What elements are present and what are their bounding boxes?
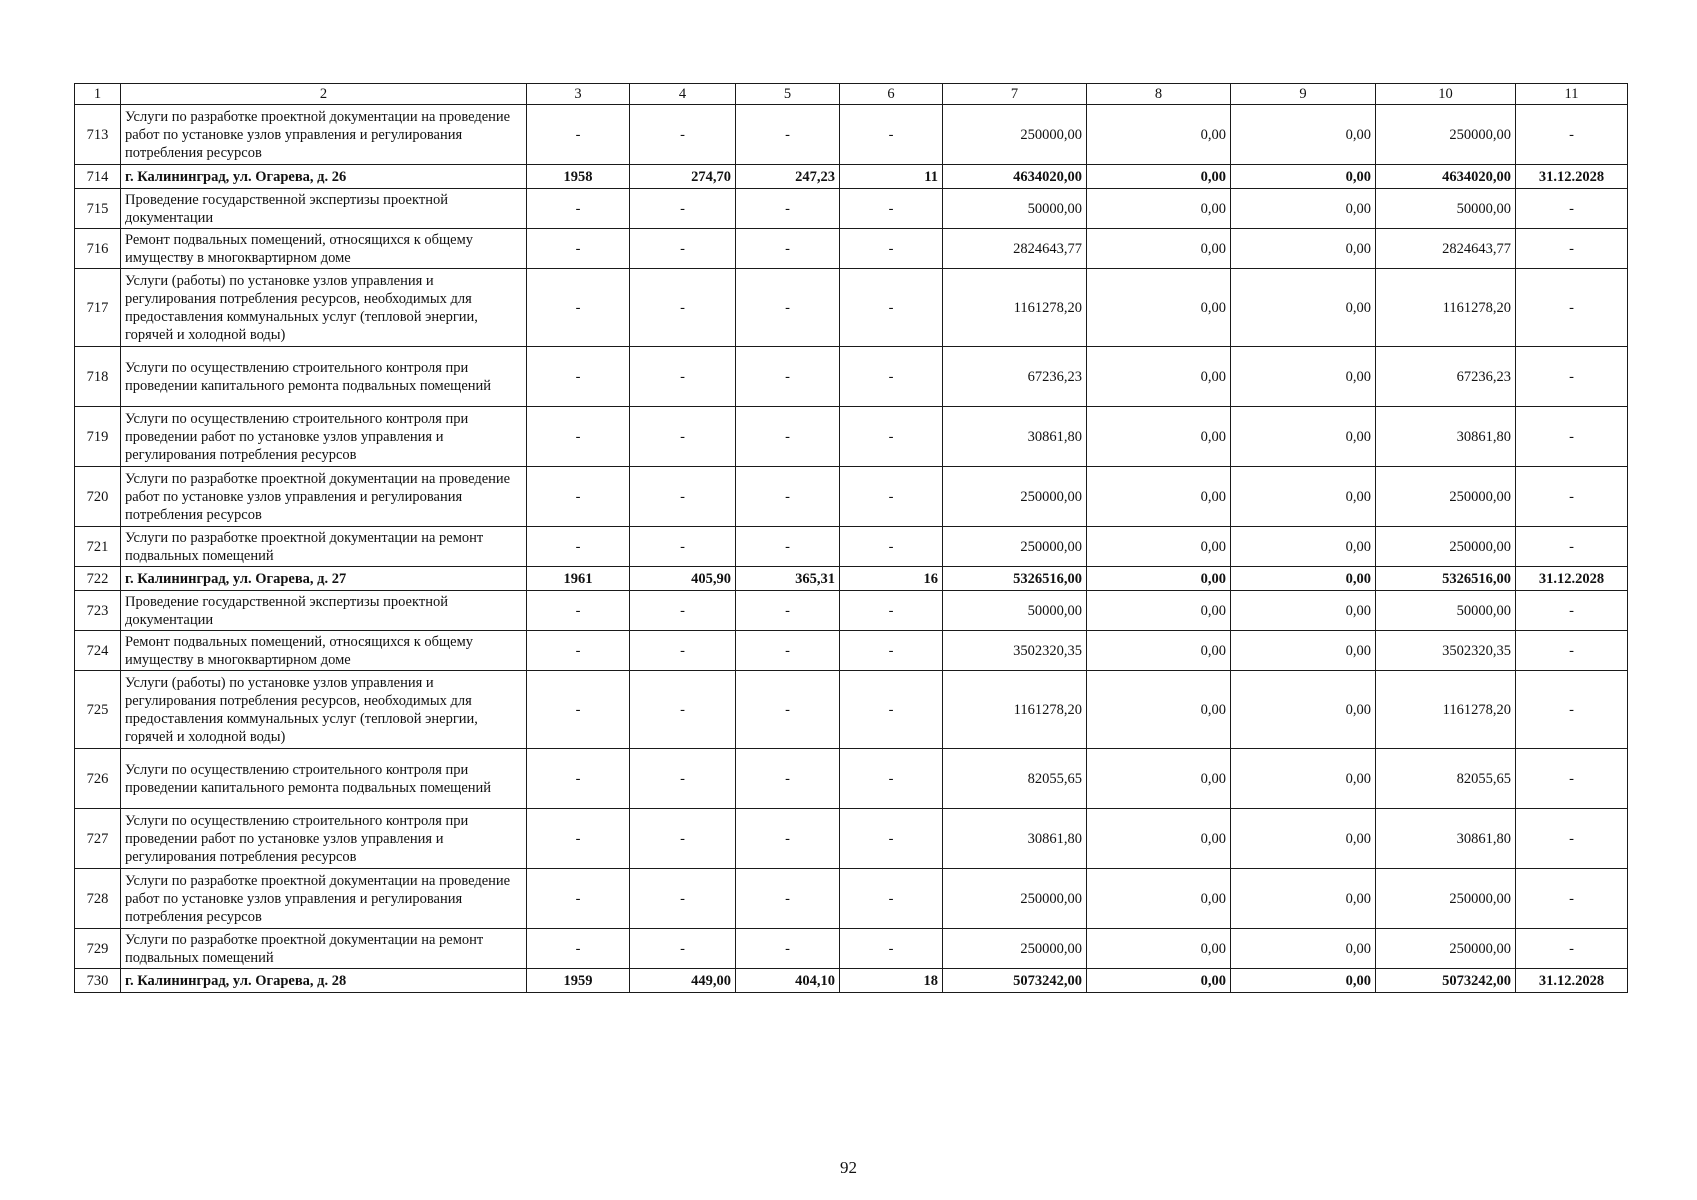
table-row xyxy=(75,929,1628,969)
table-row xyxy=(75,869,1628,929)
cell-col-8: 0,00 xyxy=(1087,189,1231,229)
cell-col-9: 0,00 xyxy=(1231,591,1376,631)
work-description: Услуги (работы) по установке узлов управления и регулирования потребления ресурсов, необходимых для предоставления коммунальных услуг (тепловой энергии, горячей и холодной воды) xyxy=(121,269,527,347)
work-description: Ремонт подвальных помещений, относящихся к общему имуществу в многоквартирном доме xyxy=(121,229,527,269)
cell-col-9: 0,00 xyxy=(1231,749,1376,809)
table-row xyxy=(75,229,1628,269)
cell-col-5: - xyxy=(736,929,840,969)
cell-col-8: 0,00 xyxy=(1087,407,1231,467)
row-number: 719 xyxy=(75,407,121,467)
cell-col-4: - xyxy=(630,407,736,467)
row-number: 716 xyxy=(75,229,121,269)
header-col-10: 10 xyxy=(1376,84,1516,105)
cell-col-8: 0,00 xyxy=(1087,929,1231,969)
cell-col-3: - xyxy=(527,467,630,527)
address-summary-row xyxy=(75,567,1628,591)
cell-col-7: 5073242,00 xyxy=(943,969,1087,993)
cell-col-4: - xyxy=(630,631,736,671)
cell-col-9: 0,00 xyxy=(1231,567,1376,591)
cell-col-3: - xyxy=(527,869,630,929)
cell-col-10: 5073242,00 xyxy=(1376,969,1516,993)
cell-col-11: - xyxy=(1516,809,1628,869)
cell-col-7: 250000,00 xyxy=(943,467,1087,527)
capital-repair-table xyxy=(74,83,1628,993)
cell-col-5: 404,10 xyxy=(736,969,840,993)
cell-col-8: 0,00 xyxy=(1087,969,1231,993)
header-col-6: 6 xyxy=(840,84,943,105)
cell-col-5: - xyxy=(736,105,840,165)
cell-col-6: - xyxy=(840,809,943,869)
cell-col-8: 0,00 xyxy=(1087,105,1231,165)
table-row xyxy=(75,631,1628,671)
cell-col-5: - xyxy=(736,189,840,229)
cell-col-10: 4634020,00 xyxy=(1376,165,1516,189)
row-number: 729 xyxy=(75,929,121,969)
cell-col-5: - xyxy=(736,269,840,347)
cell-col-10: 1161278,20 xyxy=(1376,671,1516,749)
row-number: 717 xyxy=(75,269,121,347)
cell-col-3: - xyxy=(527,105,630,165)
row-number: 725 xyxy=(75,671,121,749)
cell-col-5: - xyxy=(736,347,840,407)
cell-col-7: 50000,00 xyxy=(943,189,1087,229)
row-number: 726 xyxy=(75,749,121,809)
cell-col-6: - xyxy=(840,869,943,929)
cell-col-7: 250000,00 xyxy=(943,869,1087,929)
cell-col-10: 82055,65 xyxy=(1376,749,1516,809)
cell-col-6: - xyxy=(840,407,943,467)
cell-col-10: 2824643,77 xyxy=(1376,229,1516,269)
work-description: Услуги по осуществлению строительного контроля при проведении капитального ремонта подвальных помещений xyxy=(121,347,527,407)
row-number: 713 xyxy=(75,105,121,165)
cell-col-3: - xyxy=(527,229,630,269)
address-summary-row xyxy=(75,969,1628,993)
cell-col-6: - xyxy=(840,347,943,407)
cell-col-11: - xyxy=(1516,347,1628,407)
cell-col-8: 0,00 xyxy=(1087,347,1231,407)
cell-col-7: 82055,65 xyxy=(943,749,1087,809)
cell-col-5: - xyxy=(736,229,840,269)
cell-col-9: 0,00 xyxy=(1231,467,1376,527)
work-description: Услуги (работы) по установке узлов управления и регулирования потребления ресурсов, необходимых для предоставления коммунальных услуг (тепловой энергии, горячей и холодной воды) xyxy=(121,671,527,749)
cell-col-4: - xyxy=(630,591,736,631)
cell-col-6: - xyxy=(840,189,943,229)
cell-col-5: - xyxy=(736,749,840,809)
cell-col-9: 0,00 xyxy=(1231,969,1376,993)
table-body xyxy=(75,105,1628,993)
cell-col-9: 0,00 xyxy=(1231,527,1376,567)
cell-col-4: - xyxy=(630,809,736,869)
row-number: 728 xyxy=(75,869,121,929)
work-description: Услуги по разработке проектной документации на проведение работ по установке узлов управления и регулирования потребления ресурсов xyxy=(121,467,527,527)
cell-col-6: - xyxy=(840,591,943,631)
cell-col-4: - xyxy=(630,269,736,347)
cell-col-7: 30861,80 xyxy=(943,809,1087,869)
address-summary-row xyxy=(75,165,1628,189)
cell-col-6: - xyxy=(840,631,943,671)
cell-col-8: 0,00 xyxy=(1087,631,1231,671)
cell-col-10: 30861,80 xyxy=(1376,809,1516,869)
cell-col-11: - xyxy=(1516,929,1628,969)
work-description: Услуги по осуществлению строительного контроля при проведении капитального ремонта подвальных помещений xyxy=(121,749,527,809)
cell-col-6: 16 xyxy=(840,567,943,591)
cell-col-7: 3502320,35 xyxy=(943,631,1087,671)
work-description: Услуги по разработке проектной документации на проведение работ по установке узлов управления и регулирования потребления ресурсов xyxy=(121,105,527,165)
cell-col-11: - xyxy=(1516,869,1628,929)
cell-col-3: - xyxy=(527,527,630,567)
cell-col-3: - xyxy=(527,631,630,671)
cell-col-5: 247,23 xyxy=(736,165,840,189)
cell-col-10: 250000,00 xyxy=(1376,527,1516,567)
cell-col-8: 0,00 xyxy=(1087,567,1231,591)
cell-col-10: 250000,00 xyxy=(1376,105,1516,165)
cell-col-6: - xyxy=(840,749,943,809)
row-number: 727 xyxy=(75,809,121,869)
cell-col-4: - xyxy=(630,105,736,165)
table-row xyxy=(75,591,1628,631)
cell-col-5: - xyxy=(736,591,840,631)
table-row xyxy=(75,749,1628,809)
row-number: 724 xyxy=(75,631,121,671)
cell-col-3: - xyxy=(527,749,630,809)
cell-col-3: - xyxy=(527,809,630,869)
cell-col-11: - xyxy=(1516,105,1628,165)
cell-col-8: 0,00 xyxy=(1087,527,1231,567)
cell-col-7: 50000,00 xyxy=(943,591,1087,631)
cell-col-7: 2824643,77 xyxy=(943,229,1087,269)
work-description: г. Калининград, ул. Огарева, д. 26 xyxy=(121,165,527,189)
cell-col-7: 250000,00 xyxy=(943,105,1087,165)
cell-col-10: 250000,00 xyxy=(1376,929,1516,969)
cell-col-7: 250000,00 xyxy=(943,929,1087,969)
header-col-11: 11 xyxy=(1516,84,1628,105)
work-description: Проведение государственной экспертизы проектной документации xyxy=(121,591,527,631)
cell-col-5: - xyxy=(736,671,840,749)
cell-col-4: 449,00 xyxy=(630,969,736,993)
cell-col-8: 0,00 xyxy=(1087,809,1231,869)
cell-col-9: 0,00 xyxy=(1231,347,1376,407)
cell-col-9: 0,00 xyxy=(1231,869,1376,929)
cell-col-9: 0,00 xyxy=(1231,105,1376,165)
work-description: г. Калининград, ул. Огарева, д. 27 xyxy=(121,567,527,591)
cell-col-6: - xyxy=(840,269,943,347)
cell-col-6: - xyxy=(840,671,943,749)
cell-col-7: 5326516,00 xyxy=(943,567,1087,591)
cell-col-3: - xyxy=(527,929,630,969)
cell-col-3: - xyxy=(527,407,630,467)
cell-col-4: 405,90 xyxy=(630,567,736,591)
cell-col-8: 0,00 xyxy=(1087,749,1231,809)
cell-col-4: - xyxy=(630,527,736,567)
table-row xyxy=(75,269,1628,347)
column-number-header-row xyxy=(75,84,1628,105)
cell-col-11: - xyxy=(1516,749,1628,809)
work-description: Услуги по осуществлению строительного контроля при проведении работ по установке узлов управления и регулирования потребления ресурсов xyxy=(121,809,527,869)
row-number: 720 xyxy=(75,467,121,527)
cell-col-10: 67236,23 xyxy=(1376,347,1516,407)
cell-col-4: - xyxy=(630,869,736,929)
cell-col-11: 31.12.2028 xyxy=(1516,969,1628,993)
cell-col-11: - xyxy=(1516,269,1628,347)
cell-col-11: 31.12.2028 xyxy=(1516,567,1628,591)
cell-col-5: - xyxy=(736,809,840,869)
cell-col-5: 365,31 xyxy=(736,567,840,591)
row-number: 718 xyxy=(75,347,121,407)
table-row xyxy=(75,671,1628,749)
work-description: Услуги по разработке проектной документации на ремонт подвальных помещений xyxy=(121,527,527,567)
header-col-2: 2 xyxy=(121,84,527,105)
cell-col-5: - xyxy=(736,527,840,567)
cell-col-11: - xyxy=(1516,467,1628,527)
cell-col-4: - xyxy=(630,671,736,749)
work-description: г. Калининград, ул. Огарева, д. 28 xyxy=(121,969,527,993)
cell-col-9: 0,00 xyxy=(1231,165,1376,189)
document-table-container xyxy=(74,83,1627,993)
cell-col-8: 0,00 xyxy=(1087,869,1231,929)
header-col-3: 3 xyxy=(527,84,630,105)
row-number: 730 xyxy=(75,969,121,993)
cell-col-3: 1961 xyxy=(527,567,630,591)
table-row xyxy=(75,809,1628,869)
cell-col-4: - xyxy=(630,229,736,269)
table-row xyxy=(75,189,1628,229)
cell-col-10: 1161278,20 xyxy=(1376,269,1516,347)
cell-col-9: 0,00 xyxy=(1231,631,1376,671)
header-col-8: 8 xyxy=(1087,84,1231,105)
cell-col-6: - xyxy=(840,467,943,527)
cell-col-9: 0,00 xyxy=(1231,189,1376,229)
cell-col-3: - xyxy=(527,189,630,229)
header-col-9: 9 xyxy=(1231,84,1376,105)
cell-col-4: - xyxy=(630,467,736,527)
cell-col-8: 0,00 xyxy=(1087,229,1231,269)
table-row xyxy=(75,467,1628,527)
work-description: Услуги по разработке проектной документации на проведение работ по установке узлов управления и регулирования потребления ресурсов xyxy=(121,869,527,929)
header-col-1: 1 xyxy=(75,84,121,105)
cell-col-5: - xyxy=(736,467,840,527)
cell-col-3: - xyxy=(527,347,630,407)
row-number: 714 xyxy=(75,165,121,189)
cell-col-6: - xyxy=(840,929,943,969)
cell-col-8: 0,00 xyxy=(1087,591,1231,631)
cell-col-3: 1958 xyxy=(527,165,630,189)
table-row xyxy=(75,105,1628,165)
cell-col-10: 5326516,00 xyxy=(1376,567,1516,591)
cell-col-3: - xyxy=(527,591,630,631)
cell-col-6: - xyxy=(840,527,943,567)
header-col-4: 4 xyxy=(630,84,736,105)
cell-col-11: - xyxy=(1516,407,1628,467)
row-number: 723 xyxy=(75,591,121,631)
cell-col-8: 0,00 xyxy=(1087,269,1231,347)
cell-col-10: 3502320,35 xyxy=(1376,631,1516,671)
cell-col-11: - xyxy=(1516,229,1628,269)
cell-col-11: 31.12.2028 xyxy=(1516,165,1628,189)
cell-col-8: 0,00 xyxy=(1087,165,1231,189)
cell-col-3: - xyxy=(527,269,630,347)
cell-col-4: 274,70 xyxy=(630,165,736,189)
cell-col-9: 0,00 xyxy=(1231,407,1376,467)
cell-col-11: - xyxy=(1516,527,1628,567)
cell-col-10: 250000,00 xyxy=(1376,467,1516,527)
cell-col-6: 11 xyxy=(840,165,943,189)
cell-col-9: 0,00 xyxy=(1231,229,1376,269)
cell-col-7: 250000,00 xyxy=(943,527,1087,567)
cell-col-3: 1959 xyxy=(527,969,630,993)
cell-col-5: - xyxy=(736,869,840,929)
cell-col-10: 50000,00 xyxy=(1376,591,1516,631)
table-row xyxy=(75,527,1628,567)
work-description: Услуги по разработке проектной документации на ремонт подвальных помещений xyxy=(121,929,527,969)
cell-col-10: 30861,80 xyxy=(1376,407,1516,467)
header-col-7: 7 xyxy=(943,84,1087,105)
cell-col-4: - xyxy=(630,347,736,407)
cell-col-7: 4634020,00 xyxy=(943,165,1087,189)
cell-col-10: 50000,00 xyxy=(1376,189,1516,229)
work-description: Услуги по осуществлению строительного контроля при проведении работ по установке узлов управления и регулирования потребления ресурсов xyxy=(121,407,527,467)
cell-col-7: 30861,80 xyxy=(943,407,1087,467)
cell-col-10: 250000,00 xyxy=(1376,869,1516,929)
cell-col-5: - xyxy=(736,631,840,671)
cell-col-11: - xyxy=(1516,671,1628,749)
cell-col-7: 1161278,20 xyxy=(943,671,1087,749)
cell-col-4: - xyxy=(630,749,736,809)
cell-col-11: - xyxy=(1516,631,1628,671)
cell-col-5: - xyxy=(736,407,840,467)
cell-col-7: 67236,23 xyxy=(943,347,1087,407)
row-number: 722 xyxy=(75,567,121,591)
row-number: 721 xyxy=(75,527,121,567)
cell-col-9: 0,00 xyxy=(1231,671,1376,749)
cell-col-9: 0,00 xyxy=(1231,269,1376,347)
cell-col-11: - xyxy=(1516,591,1628,631)
cell-col-7: 1161278,20 xyxy=(943,269,1087,347)
cell-col-9: 0,00 xyxy=(1231,809,1376,869)
work-description: Ремонт подвальных помещений, относящихся к общему имуществу в многоквартирном доме xyxy=(121,631,527,671)
page-number: 92 xyxy=(840,1158,857,1177)
cell-col-9: 0,00 xyxy=(1231,929,1376,969)
cell-col-8: 0,00 xyxy=(1087,671,1231,749)
table-row xyxy=(75,347,1628,407)
cell-col-4: - xyxy=(630,929,736,969)
cell-col-6: - xyxy=(840,105,943,165)
cell-col-4: - xyxy=(630,189,736,229)
row-number: 715 xyxy=(75,189,121,229)
cell-col-11: - xyxy=(1516,189,1628,229)
table-row xyxy=(75,407,1628,467)
cell-col-8: 0,00 xyxy=(1087,467,1231,527)
cell-col-6: 18 xyxy=(840,969,943,993)
cell-col-3: - xyxy=(527,671,630,749)
cell-col-6: - xyxy=(840,229,943,269)
header-col-5: 5 xyxy=(736,84,840,105)
work-description: Проведение государственной экспертизы проектной документации xyxy=(121,189,527,229)
